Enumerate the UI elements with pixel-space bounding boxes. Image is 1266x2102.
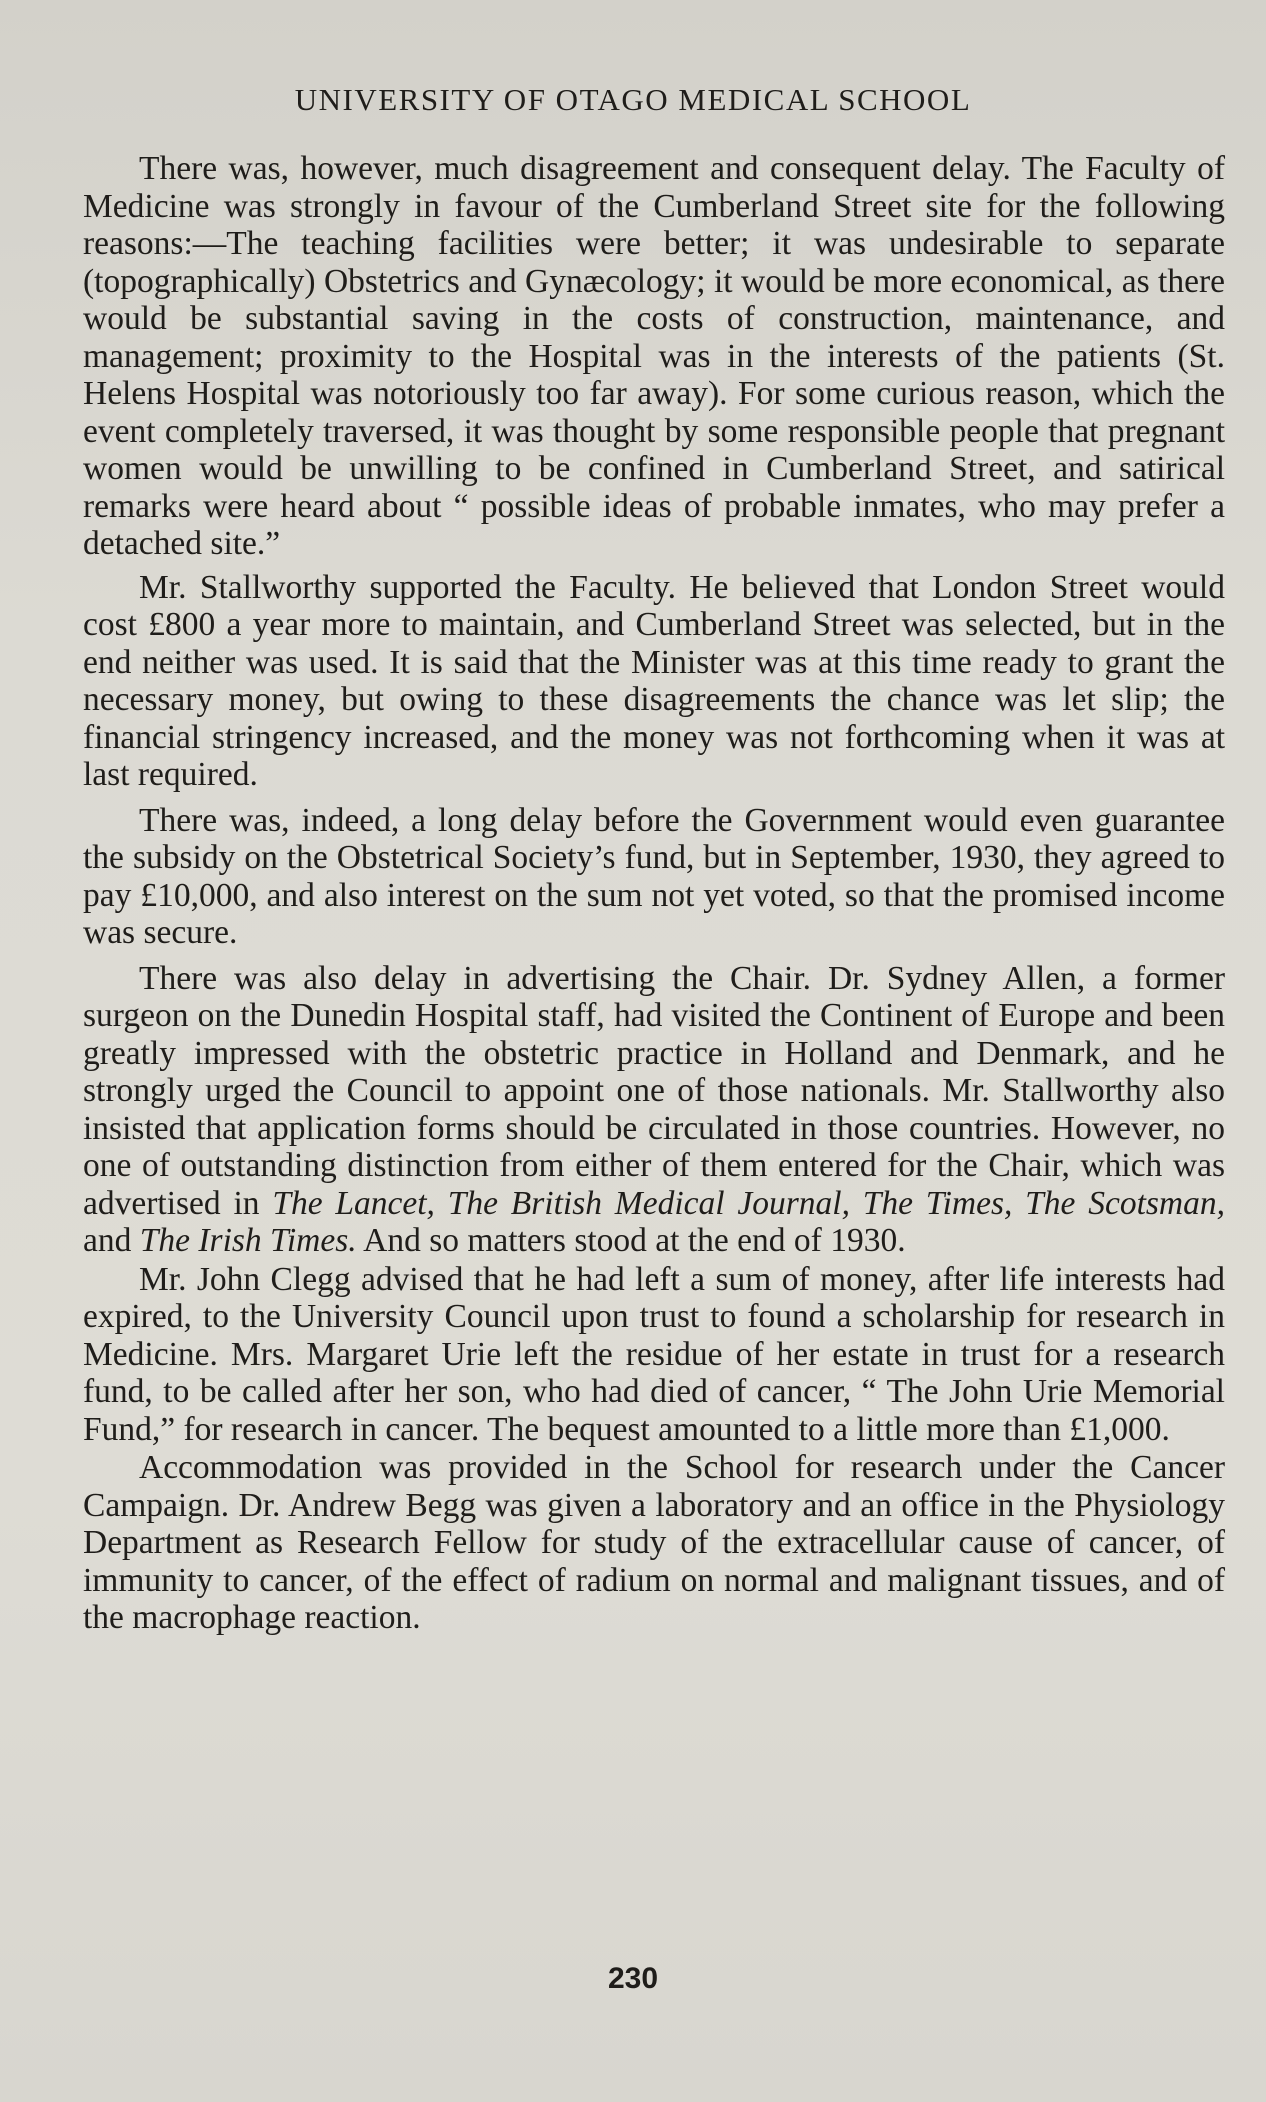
irish-times-italic: The Irish Times. — [139, 1222, 357, 1259]
chair-advertising-conjunction: and — [83, 1222, 140, 1259]
chair-advertising-text: There was also delay in advertising the Chair. Dr. Sydney Allen, a former surgeon on the Dunedin Hospital staff, had visited the Continent of Europe and been greatly impressed with the obstetric practice in Holland and Denmark, and he strongly urged the Council to appoint one of those nationals. Mr. Stallworthy also insisted that application forms should be circulated in those countries. However, no one of outstanding distinction from either of them entered for the Chair, which was advertised in — [83, 959, 1225, 1222]
page-number: 230 — [607, 1962, 659, 1995]
paragraph-stallworthy-support: Mr. Stallworthy supported the Faculty. He believed that London Street would cost £800 a year more to maintain, and Cumberland Street was selected, but in the end neither was used. It is said that the Minister was at this time ready to grant the necessary money, but owing to these disagreements the chance was let slip; the financial stringency increased, and the money was not forthcoming when it was at last required. — [83, 568, 1225, 793]
running-head: UNIVERSITY OF OTAGO MEDICAL SCHOOL — [294, 82, 972, 117]
journal-titles-italic: The Lancet, The British Medical Journal, The Times, The Scotsman, — [272, 1184, 1225, 1222]
paragraph-faculty-disagreement: There was, however, much disagreement and consequent delay. The Faculty of Medicine was strongly in favour of the Cumberland Street site for the following reasons:—The teaching facilities were better; it was undesirable to separate (topographically) Obstetrics and Gynæcology; it would be more economical, as there would be substantial saving in the costs of construction, maintenance, and management; proximity to the Hospital was in the interests of the patients (St. Helens Hospital was notoriously too far away). For some curious reason, which the event completely traversed, it was thought by some responsible people that pregnant women would be unwilling to be confined in Cumberland Street, and satirical remarks were heard about “ possible ideas of probable inmates, who may prefer a detached site.” — [83, 150, 1225, 562]
chair-advertising-ending: And so matters stood at the end of 1930. — [356, 1222, 906, 1259]
paragraph-government-subsidy: There was, indeed, a long delay before the Government would even guarantee the subsidy on the Obstetrical Society’s fund, but in September, 1930, they agreed to pay £10,000, and also interest on the sum not yet voted, so that the promised income was secure. — [83, 801, 1225, 951]
paragraph-cancer-research: Accommodation was provided in the School for research under the Cancer Campaign. Dr. Andrew Begg was given a laboratory and an office in the Physiology Department as Research Fellow for study of the extracellular cause of cancer, of immunity to cancer, of the effect of radium on normal and malignant tissues, and of the macrophage reaction. — [83, 1449, 1225, 1636]
body-text — [83, 150, 1225, 1643]
paragraph-chair-advertising — [83, 960, 1225, 1260]
paragraph-clegg-bequest: Mr. John Clegg advised that he had left a sum of money, after life interests had expired, to the University Council upon trust to found a scholarship for research in Medicine. Mrs. Margaret Urie left the residue of her estate in trust for a research fund, to be called after her son, who had died of cancer, “ The John Urie Memorial Fund,” for research in cancer. The bequest amounted to a little more than £1,000. — [83, 1260, 1225, 1448]
